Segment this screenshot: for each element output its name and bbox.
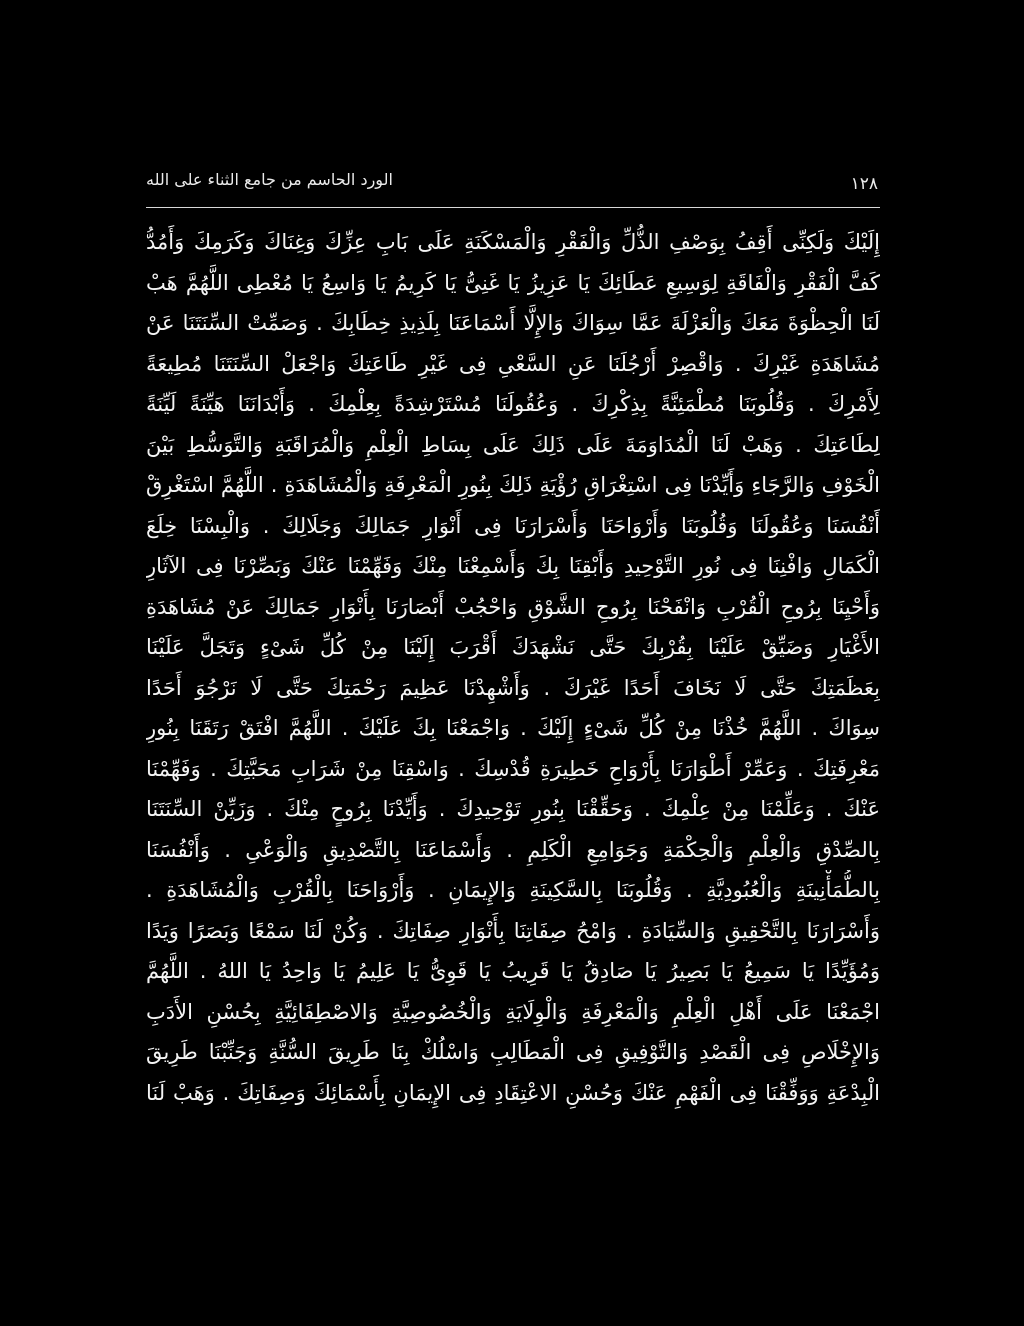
text-line: وَالإِخْلَاصِ فِى الْقَصْدِ وَالتَّوْفِيقِ فِى الْمَطَالِبِ وَاسْلُكْ بِنَا طَرِيقَ السُّنَّةِ وَجَنِّبْنَا طَرِيقَ: [146, 1040, 880, 1064]
text-line: كَفَّ الْفَقْرِ وَالْفَاقَةِ لِوَسِيعِ عَطَائِكَ يَا عَزِيزُ يَا غَنِىُّ يَا كَرِيمُ يَا وَاسِعُ يَا مُعْطِى اللَّهُمَّ هَبْ: [146, 270, 880, 295]
text-line: مَعْرِفَتِكَ . وَعَمِّرْ أَطْوَارَنَا بِأَرْوَاحِ خَطِيرَةِ قُدْسِكَ . وَاسْقِنَا مِنْ شَرَابِ مَحَبَّتِكَ . وَفَهِّمْنَا: [146, 756, 880, 781]
text-line: وَأَحْيِنَا بِرُوحِ الْقُرْبِ وَانْفَحْنَا بِرُوحِ الشَّوْقِ وَاحْجُبْ أَبْصَارَنَا بِأَنْوَارِ جَمَالِكَ عَنْ مُشَاهَدَةِ: [146, 594, 880, 619]
text-line: اجْمَعْنَا عَلَى أَهْلِ الْعِلْمِ وَالْمَعْرِفَةِ وَالْوِلَايَةِ وَالْخُصُوصِيَّةِ وَالاصْطِفَائِيَّةِ بِحُسْنِ الأَدَبِ: [146, 999, 880, 1024]
body-text: [146, 222, 880, 1113]
text-line: عَنْكَ . وَعَلِّمْنَا مِنْ عِلْمِكَ . وَحَقِّقْنَا بِنُورِ تَوْحِيدِكَ . وَأَيِّدْنَا بِرُوحٍ مِنْكَ . وَزَيِّنْ السِّنَتَنَا: [146, 797, 880, 821]
text-line: الْكَمَالِ وَافْنِنَا فِى نُورِ التَّوْحِيدِ وَأَبْقِنَا بِكَ وَأَسْمِعْنَا مِنْكَ وَفَهِّمْنَا عَنْكَ وَبَصِّرْنَا فِى الآثَارِ: [146, 554, 880, 578]
page-number: ١٢٨: [850, 174, 878, 194]
text-line: بِالطُّمَأْنِينَةِ وَالْعُبُودِيَّةِ . وَقُلُوبَنَا بِالسَّكِينَةِ وَالإِيمَانِ . وَأَرْوَاحَنَا بِالْقُرْبِ وَالْمُشَاهَدَةِ .: [146, 878, 880, 902]
text-line: وَمُؤَيِّدًا يَا سَمِيعُ يَا بَصِيرُ يَا صَادِقُ يَا قَرِيبُ يَا قَوِىُّ يَا عَلِيمُ يَا وَاحِدُ يَا اللهُ . اللَّهُمَّ: [146, 959, 880, 983]
text-line: أَنْفُسَنَا وَعُقُولَنَا وَقُلُوبَنَا وَأَرْوَاحَنَا وَأَسْرَارَنَا فِى أَنْوَارِ جَمَالِكَ وَجَلَالِكَ . وَالْبِسْنَا خِلَعَ: [146, 513, 880, 538]
text-line: سِوَاكَ . اللَّهُمَّ خُذْنَا مِنْ كُلِّ شَىْءٍ إِلَيْكَ . وَاجْمَعْنَا بِكَ عَلَيْكَ . اللَّهُمَّ افْتَقْ رَتَقَنَا بِنُورِ: [146, 716, 880, 740]
header-rule: [146, 207, 880, 208]
running-title: الورد الحاسم من جامع الثناء على الله: [146, 170, 393, 189]
text-line: بِالصِّدْقِ وَالْعِلْمِ وَالْحِكْمَةِ وَجَوَامِعِ الْكَلِمِ . وَأَسْمَاعَنَا بِالتَّصْدِيقِ وَالْوَعْىِ . وَأَنْفُسَنَا: [146, 837, 880, 862]
text-line: الْبِدْعَةِ وَوَفِّقْنَا فِى الْفَهْمِ عَنْكَ وَحُسْنِ الاعْتِقَادِ فِى الإِيمَانِ بِأَسْمَائِكَ وَصِفَاتِكَ . وَهَبْ لَنَا: [146, 1080, 880, 1105]
text-line: لِأَمْرِكَ . وَقُلُوبَنَا مُطْمَئِنَّةً بِذِكْرِكَ . وَعُقُولَنَا مُسْتَرْشِدَةً بِعِلْمِكَ . وَأَبْدَانَنَا هَيِّنَةً لَيِّنَةً: [146, 392, 880, 416]
text-line: إِلَيْكَ وَلَكِنِّى أَقِفُ بِوَصْفِ الذُّلِّ وَالْفَقْرِ وَالْمَسْكَنَةِ عَلَى بَابِ عِزِّكَ وَغِنَاكَ وَكَرَمِكَ وَأَمُدُّ: [146, 230, 880, 254]
text-line: وَأَسْرَارَنَا بِالتَّحْقِيقِ وَالسِّيَادَةِ . وَامْحُ صِفَاتِنَا بِأَنْوَارِ صِفَاتِكَ . وَكُنْ لَنَا سَمْعًا وَبَصَرًا وَيَدًا: [146, 918, 880, 943]
page-header: [146, 170, 880, 200]
text-line: الْخَوْفِ وَالرَّجَاءِ وَأَيِّدْنَا فِى اسْتِغْرَاقِ رُؤْيَةِ ذَلِكَ بِنُورِ الْمَعْرِفَةِ وَالْمُشَاهَدَةِ . اللَّهُمَّ اسْتَغْرِقْ: [146, 473, 880, 497]
text-line: الأَغْيَارِ وَضَيِّقْ عَلَيْنَا بِقُرْبِكَ حَتَّى نَشْهَدَكَ أَقْرَبَ إِلَيْنَا مِنْ كُلِّ شَىْءٍ وَتَجَلَّ عَلَيْنَا: [146, 635, 880, 659]
text-line: لِطَاعَتِكَ . وَهَبْ لَنَا الْمُدَاوَمَةَ عَلَى ذَلِكَ عَلَى بِسَاطِ الْعِلْمِ وَالْمُرَاقَبَةِ وَالتَّوَسُّطِ بَيْنَ: [146, 432, 880, 457]
text-line: مُشَاهَدَةِ غَيْرِكَ . وَاقْصِرْ أَرْجُلَنَا عَنِ السَّعْىِ فِى غَيْرِ طَاعَتِكَ وَاجْعَلْ السِّنَتَنَا مُطِيعَةً: [146, 351, 880, 376]
text-line: بِعَظَمَتِكَ حَتَّى لَا نَخَافَ أَحَدًا غَيْرَكَ . وَأَشْهِدْنَا عَظِيمَ رَحْمَتِكَ حَتَّى لَا نَرْجُوَ أَحَدًا: [146, 675, 880, 700]
text-line: لَنَا الْحِظْوَةَ مَعَكَ وَالْعَزْلَةَ عَمَّا سِوَاكَ وَالإِلَّا أَسْمَاعَنَا بِلَذِيذِ خِطَابِكَ . وَصَمِّتْ السِّنَتَنَا عَنْ: [146, 311, 880, 335]
